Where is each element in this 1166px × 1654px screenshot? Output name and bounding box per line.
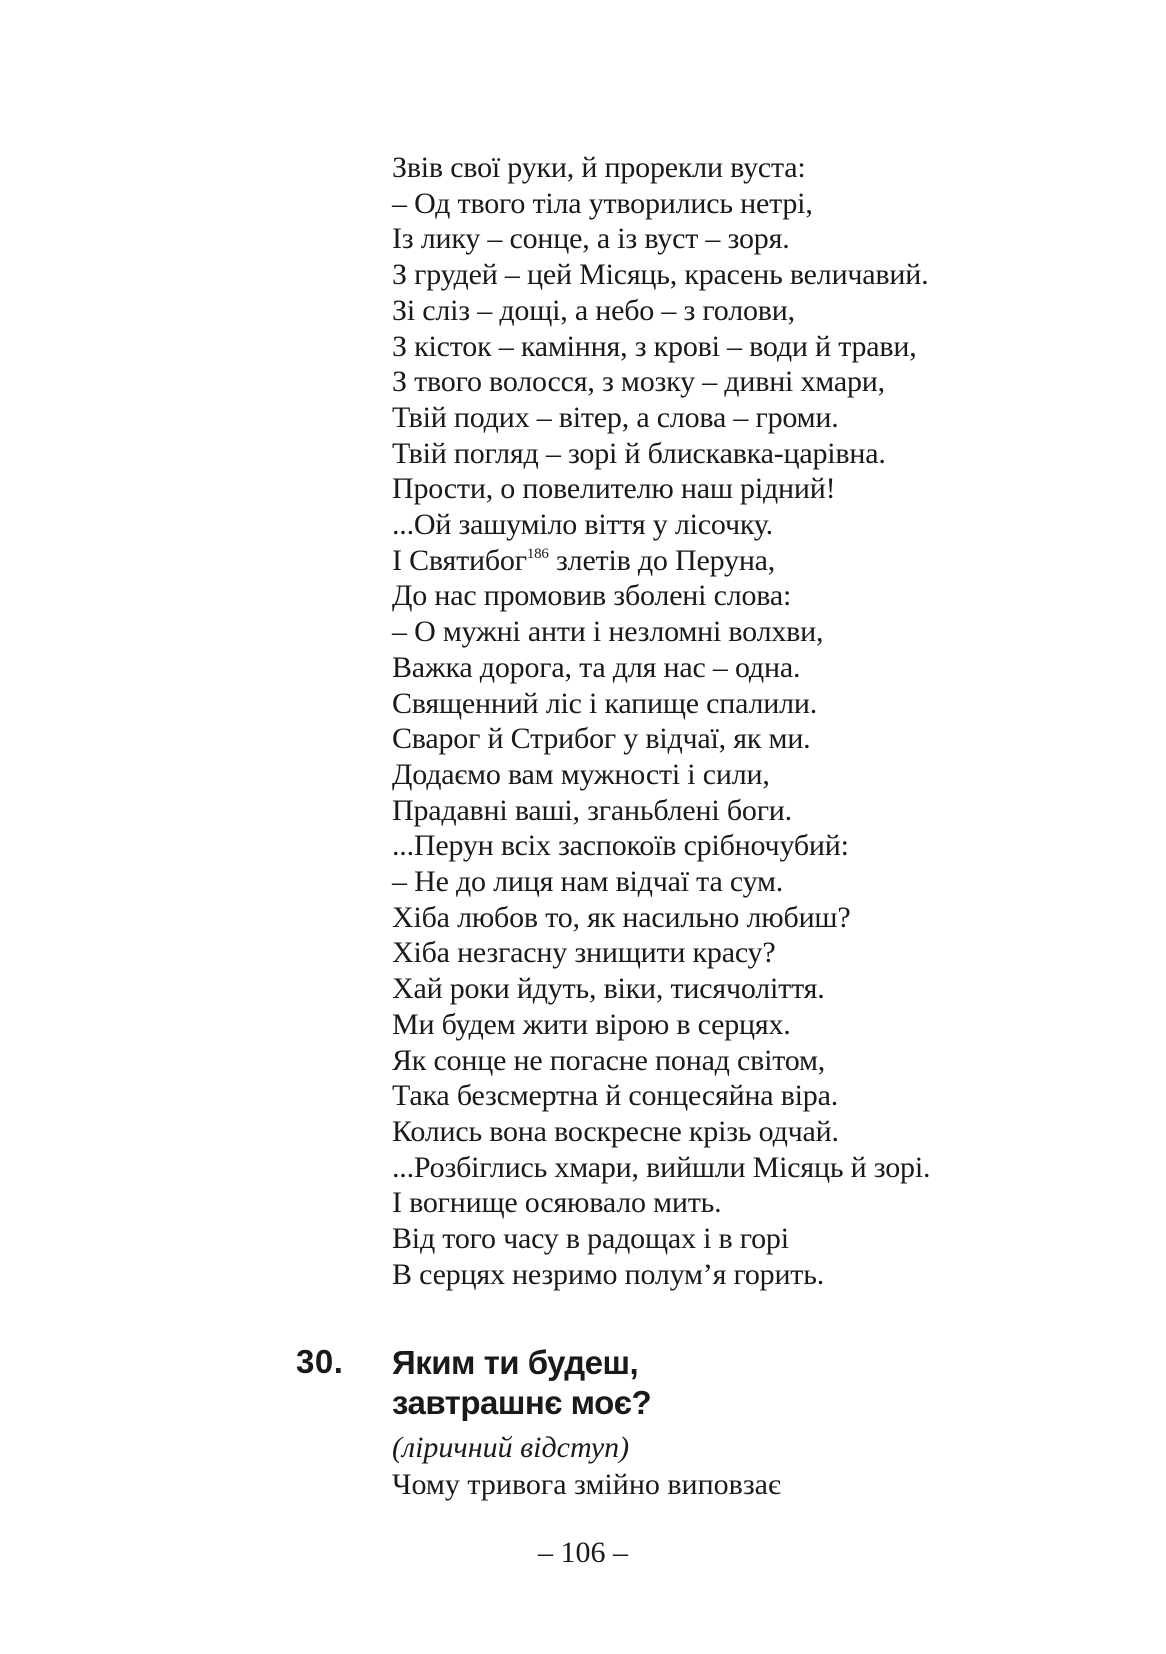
poem-line [392, 900, 1092, 936]
poem-line [392, 757, 1092, 793]
poem-line [392, 543, 1092, 579]
poem-line-text: – Од твого тіла утворились нетрі, [392, 186, 813, 220]
poem-line [392, 864, 1092, 900]
poem-line [392, 828, 1092, 864]
section-title-line-1: Яким ти будеш, [392, 1344, 639, 1381]
poem-line-text: В серцях незримо полум’я горить. [392, 1257, 824, 1291]
poem-line-text: Від того часу в радощах і в горі [392, 1222, 789, 1256]
poem-line [392, 1221, 1092, 1257]
poem-line-text: ...Ой зашуміло віття у лісочку. [392, 508, 773, 542]
poem-line-text: Додаємо вам мужності і сили, [392, 757, 770, 791]
poem-line-text-after-footnote: злетів до Перуна, [548, 543, 776, 577]
poem-line-text: – Не до лиця нам відчаї та сум. [392, 865, 784, 899]
poem-line-text: Священний ліс і капище спалили. [392, 686, 818, 720]
poem-line [392, 400, 1092, 436]
poem-line-text: Зі сліз – дощі, а небо – з голови, [392, 293, 795, 327]
poem-line [392, 1043, 1092, 1079]
poem-line [392, 150, 1092, 186]
poem-line [392, 329, 1092, 365]
poem-line-text: Прадавні ваші, зганьблені боги. [392, 793, 792, 827]
poem-line-text: – О мужні анти і незломні волхви, [392, 615, 824, 649]
poem-line-text: Твій подих – вітер, а слова – громи. [392, 400, 839, 434]
poem-line-text: З грудей – цей Місяць, красень величавий. [392, 258, 929, 292]
poem-line [392, 507, 1092, 543]
poem-line-text: Твій погляд – зорі й блискавка-царівна. [392, 436, 886, 470]
poem-line [392, 436, 1092, 472]
poem-line-text: І Святибог [392, 543, 527, 577]
poem-line [392, 686, 1092, 722]
poem-line-text: Хай роки йдуть, віки, тисячоліття. [392, 972, 825, 1006]
section-number: 30. [296, 1343, 344, 1380]
poem-line [392, 257, 1092, 293]
poem-line-text: Сварог й Стрибог у відчаї, як ми. [392, 722, 811, 756]
poem-line [392, 364, 1092, 400]
poem-line [392, 793, 1092, 829]
poem-line [392, 1185, 1092, 1221]
poem-line-text: До нас промовив зболені слова: [392, 579, 792, 613]
section-title-line-2: завтрашнє моє? [392, 1384, 652, 1421]
poem-line-text: Колись вона воскресне крізь одчай. [392, 1114, 839, 1148]
poem-line [392, 614, 1092, 650]
poem-line-text: ...Перун всіх заспокоїв срібночубий: [392, 829, 849, 863]
poem-line [392, 1114, 1092, 1150]
poem-line [392, 1150, 1092, 1186]
poem-line [392, 971, 1092, 1007]
footnote-reference: 186 [526, 545, 549, 562]
section-first-line: Чому тривога змійно виповзає [392, 1468, 781, 1501]
poem-line-text: З твого волосся, з мозку – дивні хмари, [392, 365, 885, 399]
poem-line-text: З кісток – каміння, з крові – води й трави, [392, 329, 917, 363]
poem-line-text: Ми будем жити вірою в серцях. [392, 1007, 791, 1041]
poem-line-text: Хіба незгасну знищити красу? [392, 936, 776, 970]
poem-line [392, 1257, 1092, 1293]
poem-line-text: Така безсмертна й сонцесяйна віра. [392, 1079, 839, 1113]
poem-line [392, 293, 1092, 329]
poem-line [392, 935, 1092, 971]
section-subtitle: (ліричний відступ) [392, 1431, 630, 1464]
poem-line [392, 1078, 1092, 1114]
poem-line [392, 471, 1092, 507]
poem-line [392, 578, 1092, 614]
poem-line [392, 186, 1092, 222]
poem-line-text: І вогнище осяювало мить. [392, 1186, 722, 1220]
poem-line [392, 221, 1092, 257]
poem-line [392, 650, 1092, 686]
poem-line [392, 1007, 1092, 1043]
poem-text [392, 150, 1092, 1293]
poem-line-text: ...Розбіглись хмари, вийшли Місяць й зорі. [392, 1150, 931, 1184]
poem-line-text: Із лику – сонце, а із вуст – зоря. [392, 222, 790, 256]
poem-line-text: Хіба любов то, як насильно любиш? [392, 900, 851, 934]
poem-line-text: Як сонце не погасне понад світом, [392, 1043, 826, 1077]
poem-line-text: Прости, о повелителю наш рідний! [392, 472, 836, 506]
section-title [392, 1343, 992, 1423]
poem-line [392, 721, 1092, 757]
poem-line-text: Важка дорога, та для нас – одна. [392, 650, 801, 684]
page-number: – 106 – [538, 1536, 628, 1569]
poem-line-text: Звів свої руки, й прорекли вуста: [392, 151, 806, 184]
